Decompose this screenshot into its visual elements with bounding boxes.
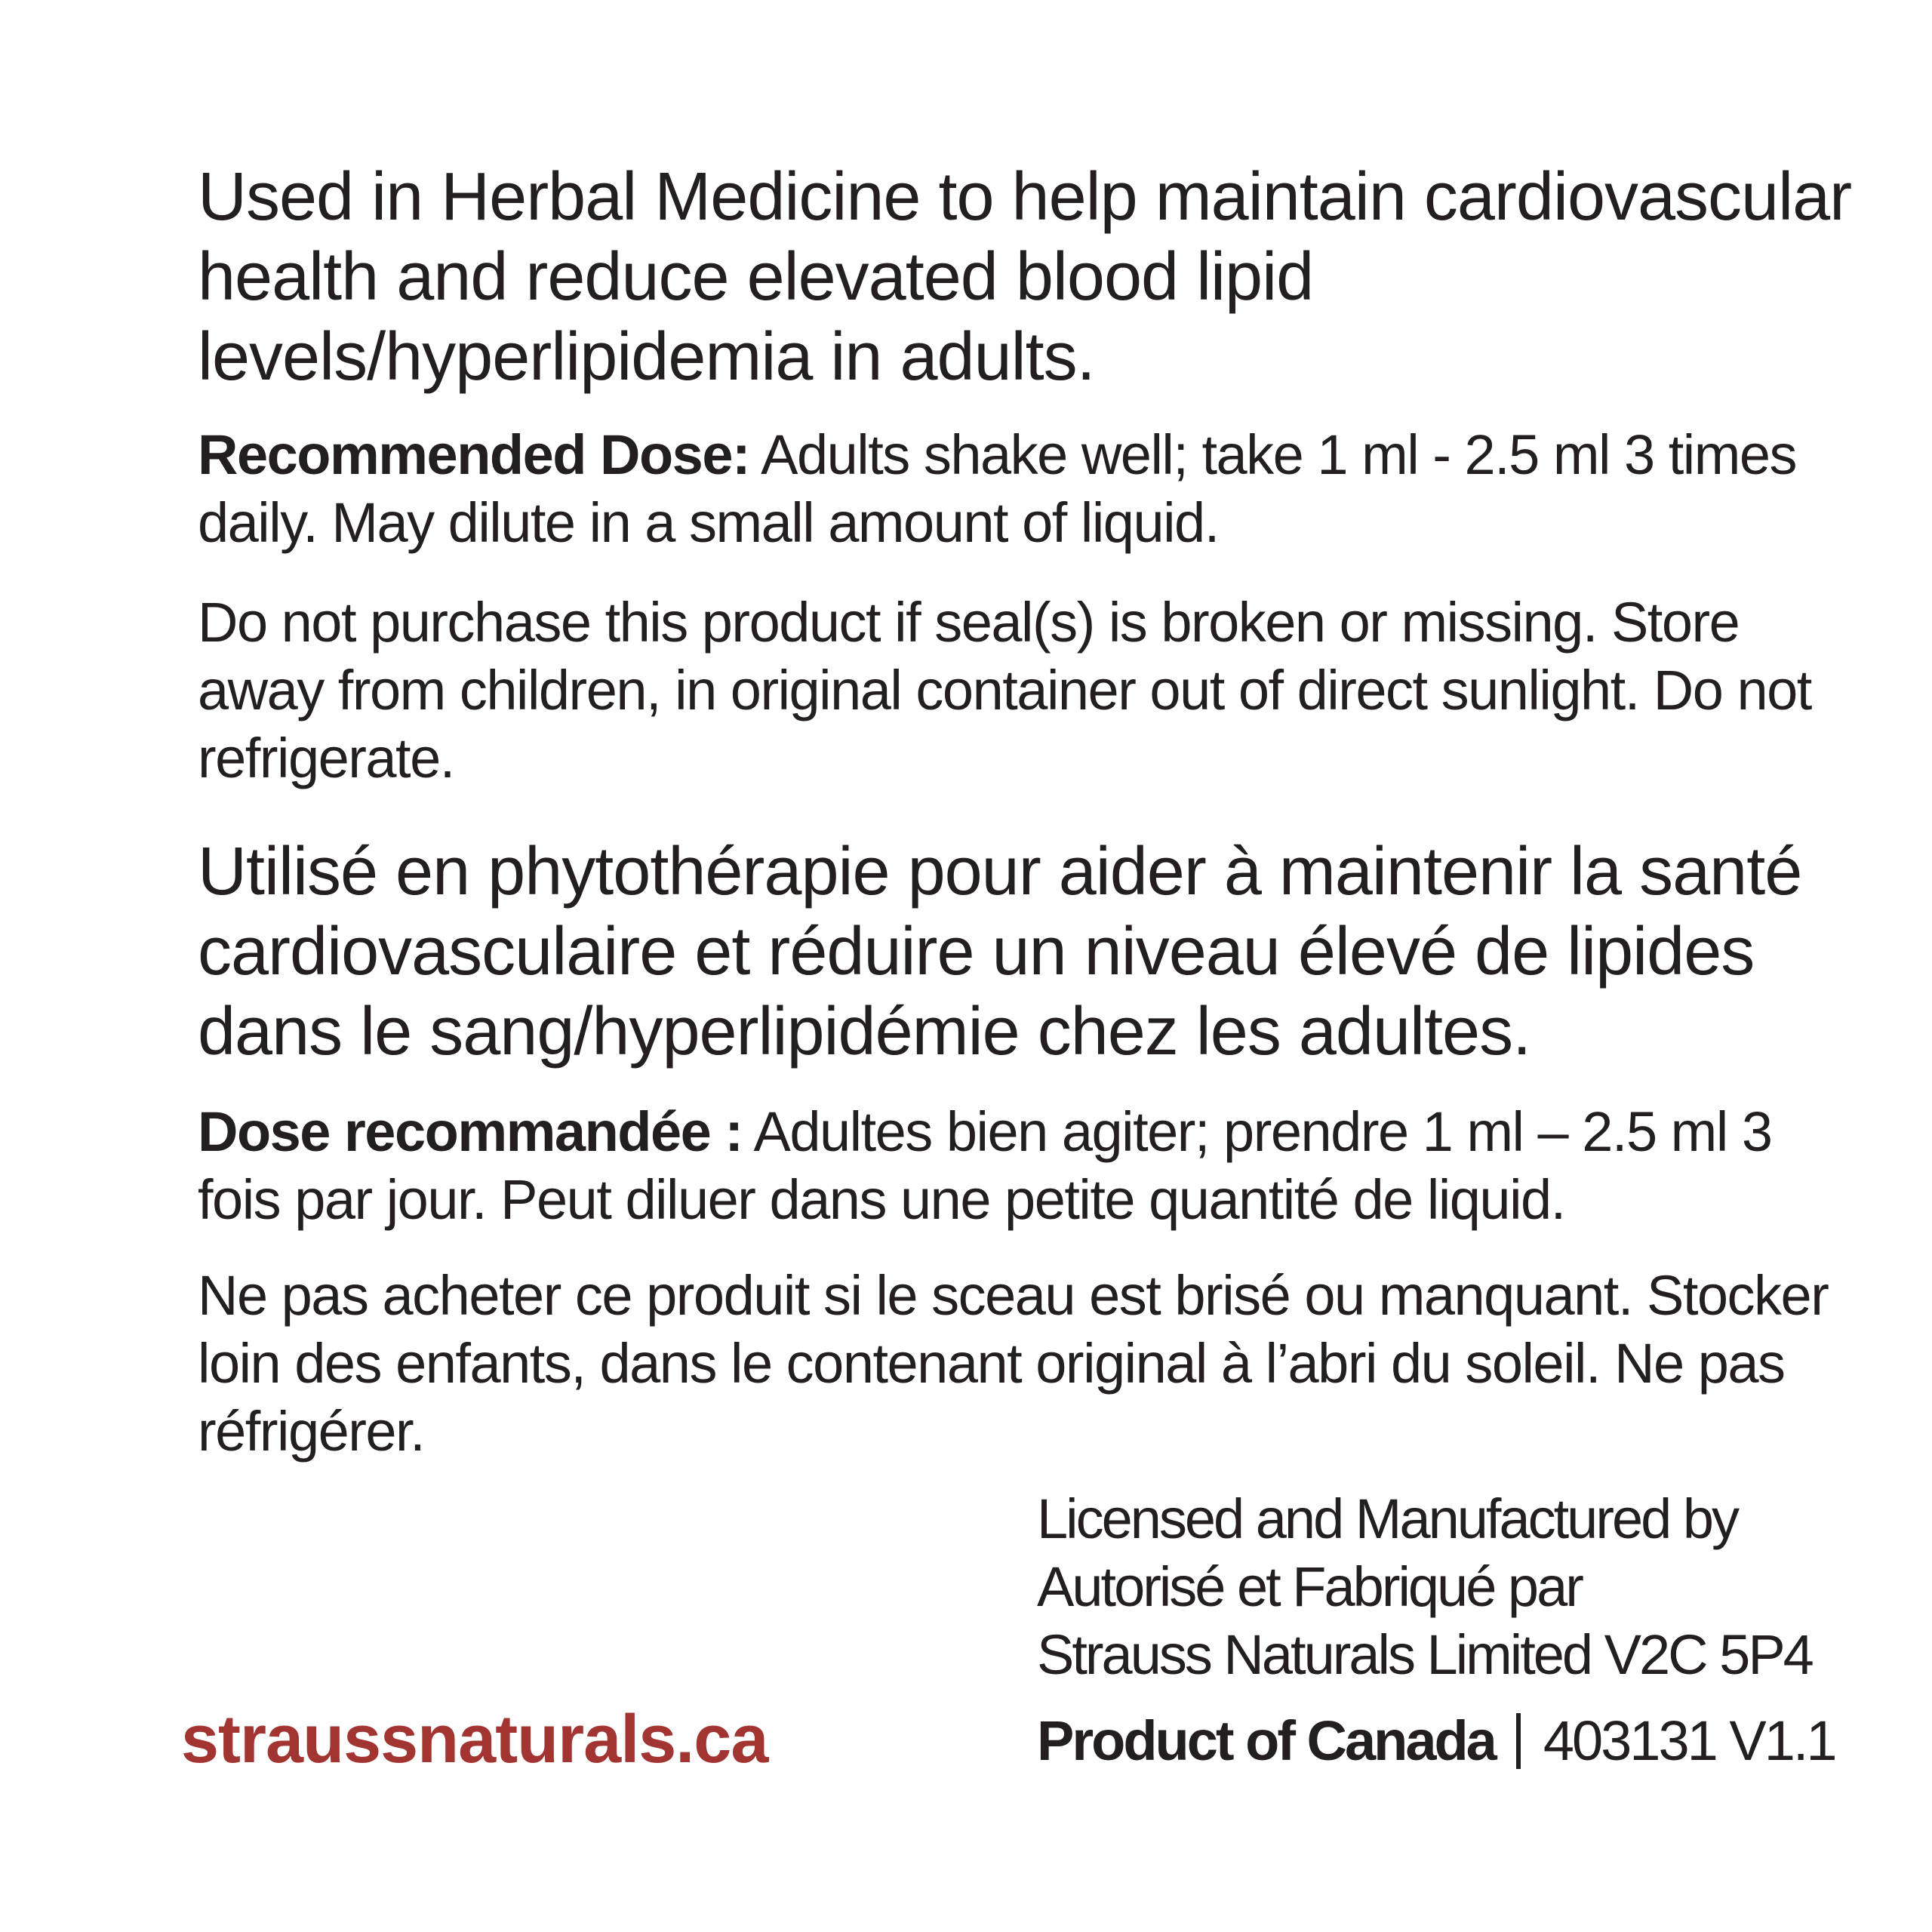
product-origin: Product of Canada xyxy=(1037,1709,1495,1772)
dose-label-en: Recommended Dose: xyxy=(198,423,750,486)
usage-statement-en: Used in Herbal Medicine to help maintain cardiovascular health and reduce elevated blood lipid levels/hyperlipidemia in adults. xyxy=(198,159,1852,395)
manufacturer-line-en: Licensed and Manufactured by xyxy=(1037,1487,1738,1550)
manufacturer-name: Strauss Naturals Limited V2C 5P4 xyxy=(1037,1623,1812,1686)
storage-warning-fr: Ne pas acheter ce produit si le sceau est brisé ou manquant. Stocker loin des enfants, dans le contenant original à l’abri du soleil. Ne pas réfrigérer. xyxy=(198,1264,1829,1463)
manufacturer-line-fr: Autorisé et Fabriqué par xyxy=(1037,1555,1582,1618)
product-code: 403131 V1.1 xyxy=(1543,1709,1835,1772)
dose-paragraph-en xyxy=(198,421,1858,557)
dose-text-en: Adults shake well; take 1 ml - 2.5 ml 3 times daily. May dilute in a small amount of liquid. xyxy=(198,423,1797,554)
storage-warning-en: Do not purchase this product if seal(s) is broken or missing. Store away from children, in original container out of direct sunlight. Do not refrigerate. xyxy=(198,591,1811,789)
manufacturer-block xyxy=(1037,1485,1812,1689)
dose-label-fr: Dose recommandée : xyxy=(198,1100,743,1163)
origin-line xyxy=(1037,1707,1835,1775)
usage-statement-fr: Utilisé en phytothérapie pour aider à maintenir la santé cardiovasculaire et réduire un niveau élevé de lipides dans le sang/hyperlipidémie chez les adultes. xyxy=(198,834,1802,1069)
website-link[interactable]: straussnaturals.ca xyxy=(181,1702,768,1777)
dose-text-fr: Adultes bien agiter; prendre 1 ml – 2.5 ml 3 fois par jour. Peut diluer dans une petite quantité de liquid. xyxy=(198,1100,1772,1231)
dose-paragraph-fr xyxy=(198,1098,1858,1234)
divider xyxy=(1516,1713,1521,1769)
